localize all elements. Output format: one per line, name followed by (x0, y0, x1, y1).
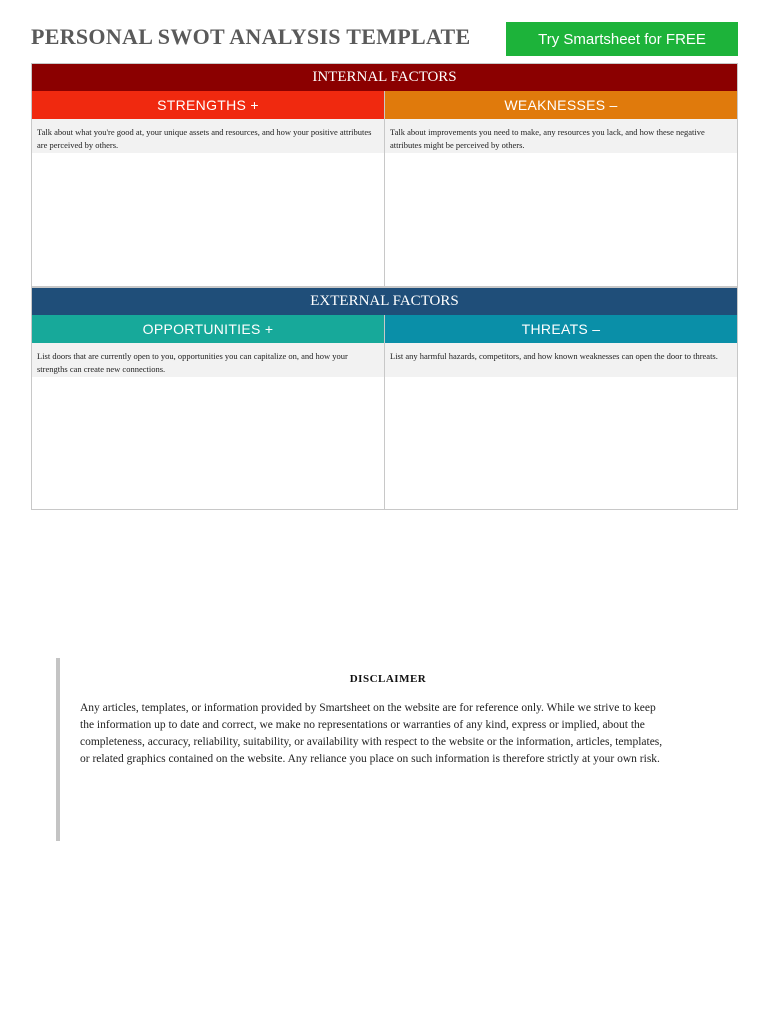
external-factors-banner: EXTERNAL FACTORS (32, 288, 737, 315)
disclaimer-title: DISCLAIMER (349, 673, 427, 685)
weaknesses-header: WEAKNESSES – (385, 91, 737, 119)
disclaimer-accent-bar (56, 658, 60, 841)
external-factors-section (31, 287, 738, 510)
internal-factors-section (31, 63, 738, 287)
threats-input-area[interactable] (385, 377, 737, 509)
threats-description: List any harmful hazards, competitors, and how known weaknesses can open the door to threats. (385, 343, 737, 377)
opportunities-header: OPPORTUNITIES + (32, 315, 384, 343)
try-smartsheet-button[interactable]: Try Smartsheet for FREE (506, 22, 738, 56)
strengths-input-area[interactable] (32, 153, 384, 286)
opportunities-input-area[interactable] (32, 377, 384, 509)
opportunities-description: List doors that are currently open to you, opportunities you can capitalize on, and how your strengths can create new connections. (32, 343, 384, 377)
strengths-description: Talk about what you're good at, your unique assets and resources, and how your positive attributes are perceived by others. (32, 119, 384, 153)
page-title: PERSONAL SWOT ANALYSIS TEMPLATE (31, 24, 471, 49)
disclaimer-text: Any articles, templates, or information provided by Smartsheet on the website are for reference only. While we strive to keep the information up to date and correct, we make no representations or warranties of any kind, express or implied, about the completeness, accuracy, reliability, suitability, or availability with respect to the website or the information, articles, templates, or related graphics contained on the website. Any reliance you place on such information is therefore strictly at your own risk. (80, 702, 663, 765)
internal-factors-banner: INTERNAL FACTORS (32, 64, 737, 91)
strengths-cell (32, 91, 384, 286)
weaknesses-cell (384, 91, 737, 286)
strengths-header: STRENGTHS + (32, 91, 384, 119)
threats-cell (384, 315, 737, 509)
opportunities-cell (32, 315, 384, 509)
weaknesses-description: Talk about improvements you need to make, any resources you lack, and how these negative attributes might be perceived by others. (385, 119, 737, 153)
threats-header: THREATS – (385, 315, 737, 343)
weaknesses-input-area[interactable] (385, 153, 737, 286)
